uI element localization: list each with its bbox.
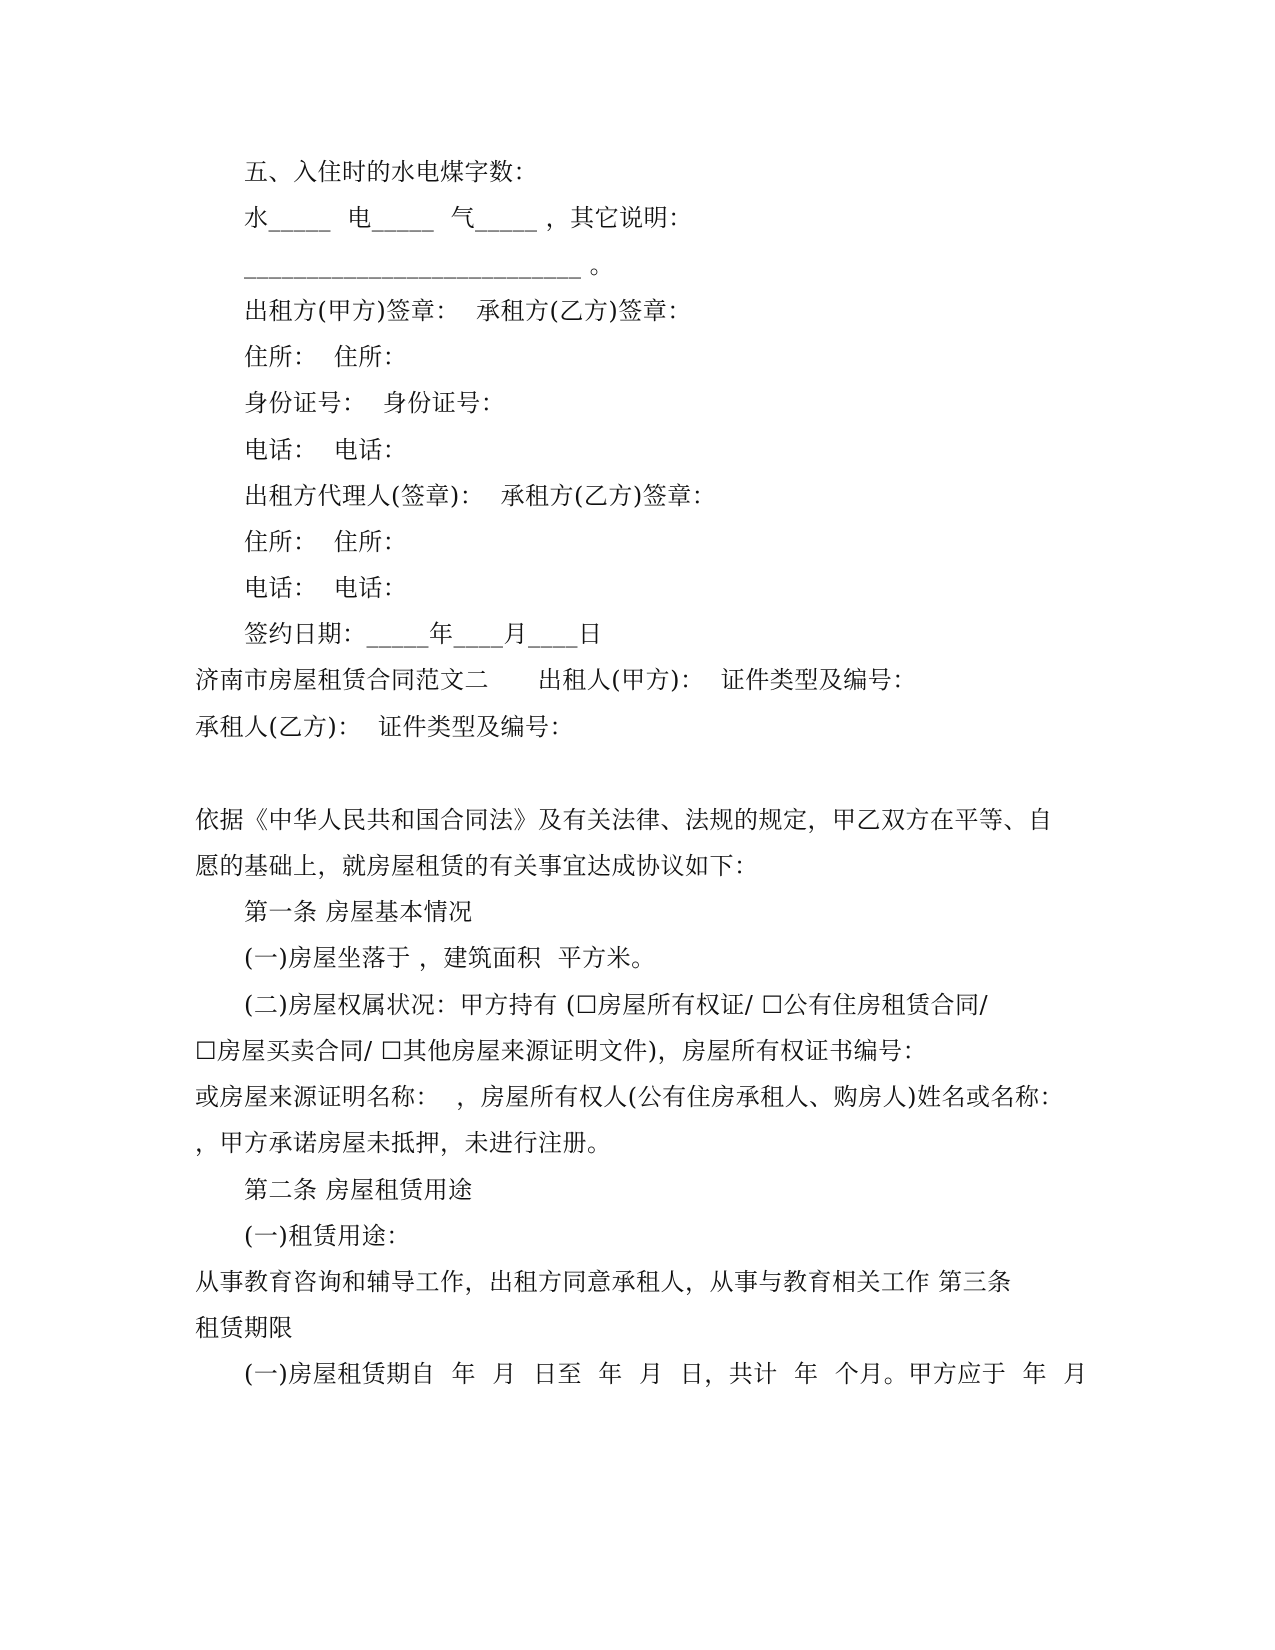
article-2-usage-text: 从事教育咨询和辅导工作，出租方同意承租人，从事与教育相关工作 第三条 — [195, 1268, 1012, 1296]
article-2-item-1: (一)租赁用途： — [244, 1222, 411, 1250]
article-1-item-2-cont-2: 或房屋来源证明名称： ，房屋所有权人(公有住房承租人、购房人)姓名或名称： — [195, 1083, 1064, 1111]
id-number-fields: 身份证号： 身份证号： — [244, 389, 506, 417]
lessee-line: 承租人(乙方)： 证件类型及编号： — [195, 713, 574, 741]
signature-parties: 出租方(甲方)签章： 承租方(乙方)签章： — [244, 297, 692, 325]
phone-fields: 电话： 电话： — [244, 436, 408, 464]
utility-readings-heading: 五、入住时的水电煤字数： — [244, 158, 538, 186]
agent-signature-line: 出租方代理人(签章)： 承租方(乙方)签章： — [244, 482, 717, 510]
article-1-item-2-cont: ☐房屋买卖合同/ ☐其他房屋来源证明文件)，房屋所有权证书编号： — [195, 1037, 928, 1065]
signing-date: 签约日期：_____年____月____日 — [244, 620, 603, 648]
other-notes-blank: ___________________________ 。 — [244, 251, 615, 279]
utility-readings-line: 水_____ 电_____ 气_____ ，其它说明： — [244, 204, 693, 232]
article-3-heading-cont: 租赁期限 — [195, 1314, 293, 1342]
agent-address-fields: 住所： 住所： — [244, 528, 408, 556]
article-2-heading: 第二条 房屋租赁用途 — [244, 1176, 473, 1204]
preamble-line-1: 依据《中华人民共和国合同法》及有关法律、法规的规定，甲乙双方在平等、自 — [195, 806, 1053, 834]
article-1-item-2-cont-3: ，甲方承诺房屋未抵押，未进行注册。 — [195, 1129, 612, 1157]
preamble-line-2: 愿的基础上，就房屋租赁的有关事宜达成协议如下： — [195, 852, 759, 880]
article-1-item-2: (二)房屋权属状况：甲方持有 (☐房屋所有权证/ ☐公有住房租赁合同/ — [244, 991, 989, 1019]
article-3-item-1: (一)房屋租赁期自 年 月 日至 年 月 日，共计 年 个月。甲方应于 年 月 — [244, 1360, 1088, 1388]
article-1-item-1: (一)房屋坐落于 ，建筑面积 平方米。 — [244, 944, 656, 972]
address-fields: 住所： 住所： — [244, 343, 408, 371]
article-1-heading: 第一条 房屋基本情况 — [244, 898, 473, 926]
contract-title-lessor: 济南市房屋租赁合同范文二 出租人(甲方)： 证件类型及编号： — [195, 666, 917, 694]
agent-phone-fields: 电话： 电话： — [244, 574, 408, 602]
